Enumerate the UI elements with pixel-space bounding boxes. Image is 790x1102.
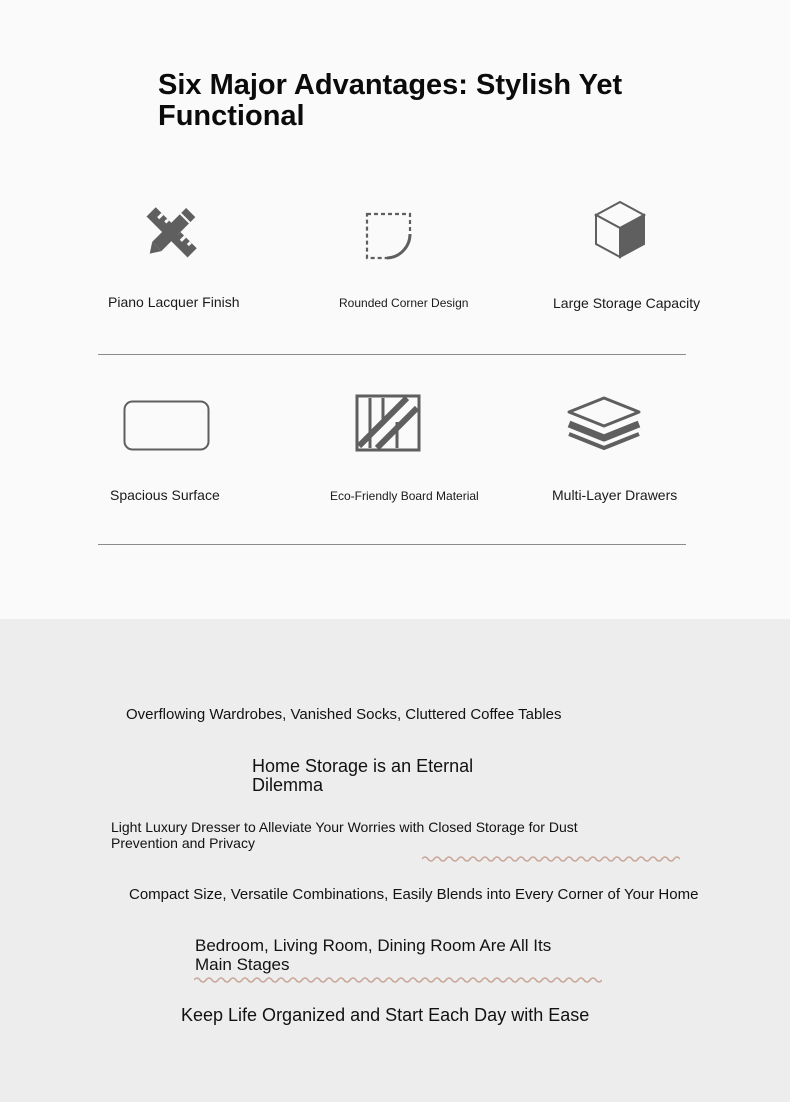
storage-story-section (0, 619, 790, 1102)
feature-label: Large Storage Capacity (553, 295, 701, 311)
feature-label: Multi-Layer Drawers (552, 487, 678, 503)
feature-large-storage (526, 200, 726, 311)
rooms-heading: Bedroom, Living Room, Dining Room Are All Its (195, 936, 552, 955)
rounded-rectangle-icon (123, 400, 211, 452)
board-material-icon (355, 394, 421, 452)
wavy-underline (194, 976, 602, 984)
rooms-heading-line2: Main Stages (195, 955, 290, 974)
feature-label: Eco-Friendly Board Material (330, 489, 479, 503)
pencil-ruler-icon (137, 200, 207, 264)
section-title: Six Major Advantages: Stylish Yet Functional (158, 69, 623, 132)
cube-icon (593, 200, 647, 260)
feature-eco-board (302, 394, 502, 503)
feature-label: Rounded Corner Design (339, 296, 469, 310)
layers-icon (567, 396, 641, 452)
feature-multi-layer (526, 396, 726, 503)
closing-tagline: Keep Life Organized and Start Each Day with Ease (181, 1005, 590, 1025)
dresser-pitch-line2: Prevention and Privacy (111, 835, 255, 851)
feature-label: Piano Lacquer Finish (108, 294, 240, 310)
divider (98, 354, 686, 355)
storage-dilemma-heading: Home Storage is an Eternal (252, 756, 474, 776)
rounded-corner-icon (365, 212, 413, 260)
divider (98, 544, 686, 545)
storage-pain-point: Overflowing Wardrobes, Vanished Socks, Cluttered Coffee Tables (126, 706, 562, 723)
feature-label: Spacious Surface (110, 487, 220, 503)
feature-rounded-corner (302, 212, 502, 310)
compact-size-copy: Compact Size, Versatile Combinations, Easily Blends into Every Corner of Your Home (129, 886, 699, 903)
feature-spacious-surface (74, 400, 274, 503)
wavy-underline (422, 855, 680, 863)
dresser-pitch: Light Luxury Dresser to Alleviate Your Worries with Closed Storage for Dust (111, 819, 578, 835)
feature-piano-lacquer (74, 200, 274, 310)
storage-dilemma-heading-line2: Dilemma (252, 775, 324, 795)
